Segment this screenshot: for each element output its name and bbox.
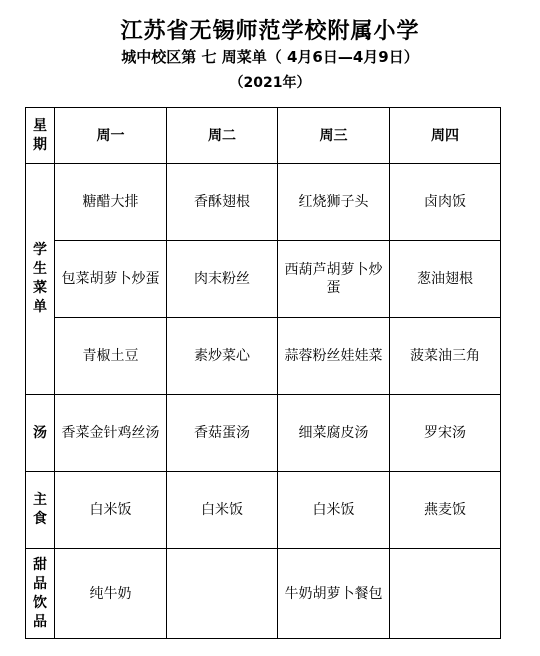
menu-cell bbox=[390, 549, 501, 639]
menu-cell: 纯牛奶 bbox=[55, 549, 167, 639]
table-row bbox=[26, 549, 501, 639]
label-char: 品 bbox=[33, 575, 47, 592]
label-char: 品 bbox=[33, 613, 47, 630]
section-label-soup bbox=[26, 395, 55, 472]
menu-cell: 素炒菜心 bbox=[167, 318, 278, 395]
menu-cell: 蒜蓉粉丝娃娃菜 bbox=[278, 318, 390, 395]
menu-cell: 牛奶胡萝卜餐包 bbox=[278, 549, 390, 639]
menu-cell: 红烧狮子头 bbox=[278, 164, 390, 241]
corner-char: 期 bbox=[33, 136, 47, 153]
menu-cell: 白米饭 bbox=[278, 472, 390, 549]
label-char: 单 bbox=[33, 299, 47, 315]
label-char: 食 bbox=[33, 511, 47, 527]
label-char: 生 bbox=[33, 261, 47, 277]
menu-subtitle: 城中校区第 七 周菜单（ 4月6日—4月9日） bbox=[121, 48, 419, 66]
table-row bbox=[26, 395, 501, 472]
menu-cell: 青椒土豆 bbox=[55, 318, 167, 395]
table-row bbox=[26, 472, 501, 549]
menu-cell: 香酥翅根 bbox=[167, 164, 278, 241]
menu-cell: 香菇蛋汤 bbox=[167, 395, 278, 472]
menu-cell: 细菜腐皮汤 bbox=[278, 395, 390, 472]
label-char: 主 bbox=[33, 492, 47, 508]
section-label-student-menu bbox=[26, 164, 55, 395]
menu-cell: 罗宋汤 bbox=[390, 395, 501, 472]
table-row bbox=[26, 241, 501, 318]
menu-cell: 肉末粉丝 bbox=[167, 241, 278, 318]
section-label-dessert-drink bbox=[26, 549, 55, 639]
label-char: 饮 bbox=[33, 594, 47, 611]
day-wednesday: 周三 bbox=[278, 108, 390, 164]
label-char: 菜 bbox=[33, 280, 47, 296]
menu-cell: 西葫芦胡萝卜炒蛋 bbox=[278, 241, 390, 318]
label-char: 甜 bbox=[33, 556, 47, 573]
menu-year: （2021年） bbox=[229, 75, 311, 91]
section-label-staple bbox=[26, 472, 55, 549]
label-char: 学 bbox=[33, 242, 47, 258]
menu-cell: 糖醋大排 bbox=[55, 164, 167, 241]
corner-char: 星 bbox=[33, 117, 47, 134]
menu-cell: 香菜金针鸡丝汤 bbox=[55, 395, 167, 472]
menu-cell: 葱油翅根 bbox=[390, 241, 501, 318]
menu-cell: 白米饭 bbox=[167, 472, 278, 549]
menu-cell bbox=[167, 549, 278, 639]
corner-cell bbox=[26, 108, 55, 164]
table-row bbox=[26, 164, 501, 241]
menu-cell: 包菜胡萝卜炒蛋 bbox=[55, 241, 167, 318]
label-char: 汤 bbox=[33, 424, 47, 441]
menu-cell: 燕麦饭 bbox=[390, 472, 501, 549]
menu-table bbox=[25, 107, 501, 639]
day-tuesday: 周二 bbox=[167, 108, 278, 164]
menu-cell: 白米饭 bbox=[55, 472, 167, 549]
day-monday: 周一 bbox=[55, 108, 167, 164]
day-header-row bbox=[26, 108, 501, 164]
menu-cell: 菠菜油三角 bbox=[390, 318, 501, 395]
page-title: 江苏省无锡师范学校附属小学 bbox=[120, 18, 420, 44]
menu-cell: 卤肉饭 bbox=[390, 164, 501, 241]
day-thursday: 周四 bbox=[390, 108, 501, 164]
table-row bbox=[26, 318, 501, 395]
